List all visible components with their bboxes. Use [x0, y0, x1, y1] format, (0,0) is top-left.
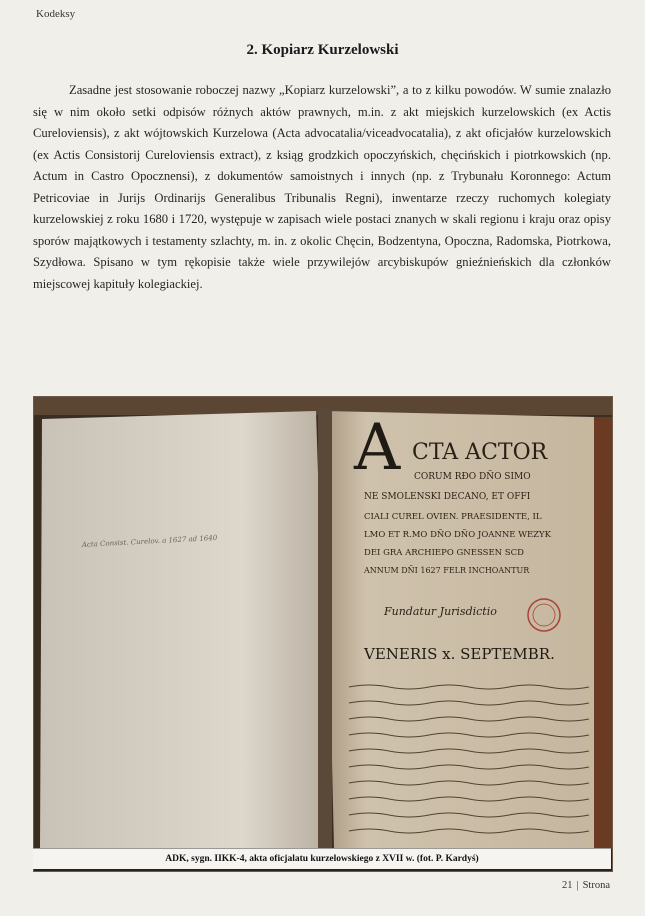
manuscript-illustration — [34, 397, 612, 849]
page-label: Strona — [582, 880, 610, 891]
book-spine — [318, 407, 332, 849]
left-page — [40, 411, 330, 849]
body-paragraph-text: Zasadne jest stosowanie roboczej nazwy „Kopiarz kurzelowski”, a to z kilku powodów. W sumie znalazło się w nim około setki odpisów różnych aktów prawnych, m.in. z akt miejskich kurzelowskich (ex Actis Cureloviensis), z akt wójtowskich Kurzelowa (Acta advocatalia/viceadvocatalia), z akt oficjałów kurzelowskich (ex Actis Consistorij Cureloviensis extract), z ksiąg grodzkich opoczyńskich, chęcińskich i piotrkowskich (np. Actum in Castro Opocznensi), z dokumentów samoistnych i innych (np. z Trybunału Koronnego: Actum Petricoviae in Jurijs Ordinarijs Generalibus Tribunalis Regni), inwentarze rzeczy ruchomych kolegiaty kurzelowskiej z roku 1680 i 1720, występuje w zapisach wiele postaci znanych w skali regionu i kraju oraz opisy sporów majątkowych i testamenty szlachty, m. in. z okolic Chęcin, Bodzentyna, Opoczna, Radomska, Piotrkowa, Szydłowa. Spisano w tym rękopisie także wiele przywilejów arcybiskupów gnieźnieńskich dla członków miejscowej kapituły kolegiackiej. — [33, 83, 611, 291]
figure-caption: ADK, sygn. IIKK-4, akta oficjalatu kurzelowskiego z XVII w. (fot. P. Kardyś) — [33, 848, 611, 869]
body-paragraph — [33, 80, 611, 295]
running-header: Kodeksy — [36, 8, 76, 20]
manuscript-line: NE SMOLENSKI DECANO, ET OFFI — [364, 492, 531, 502]
manuscript-initial: A — [354, 411, 401, 485]
manuscript-line: CORUM RĐO DÑO SIMO — [414, 472, 531, 482]
manuscript-line: DEI GRA ARCHIEPO GNESSEN SCD — [364, 548, 524, 558]
manuscript-fundatur: Fundatur Jurisdictio — [384, 605, 497, 618]
left-page-note: Acta Consist. Curelov. a 1627 ad 1640 — [81, 533, 218, 549]
page-number: 21 — [561, 880, 573, 891]
manuscript-photo — [33, 396, 613, 872]
section-title: 2. Kopiarz Kurzelowski — [246, 42, 399, 58]
manuscript-line: LMO ET R.MO DÑO DÑO JOANNE WEZYK — [364, 530, 552, 540]
book-edge — [594, 417, 612, 849]
manuscript-date: VENERIS x. SEPTEMBR. — [364, 645, 555, 663]
manuscript-line: ANNUM DÑI 1627 FELR INCHOANTUR — [364, 566, 530, 575]
manuscript-line: CIALI CUREL OVIEN. PRAESIDENTE, IL — [364, 512, 542, 522]
manuscript-line: CTA ACTOR — [412, 440, 548, 465]
footer-separator: | — [576, 880, 579, 891]
page-footer — [562, 880, 610, 891]
